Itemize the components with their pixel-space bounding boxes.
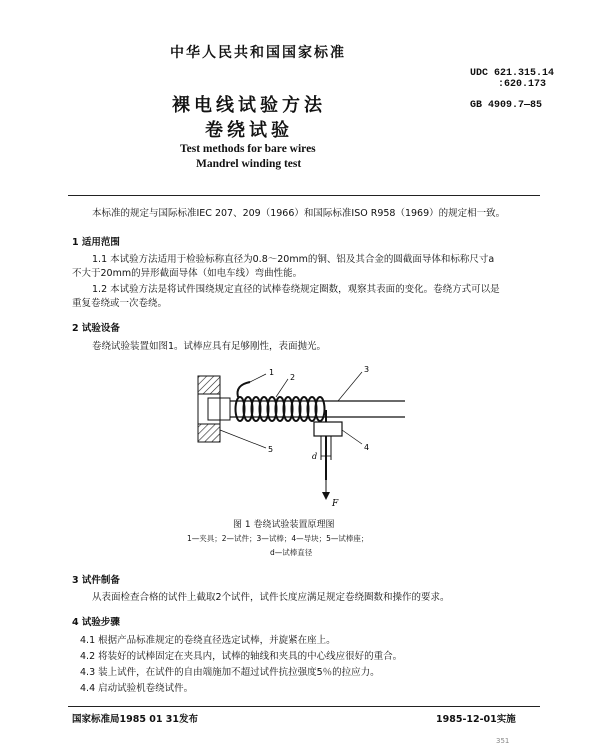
intro-paragraph: 本标准的规定与国际标准IEC 207、209（1966）和国际标准ISO R958（1969）的规定相一致。	[92, 208, 506, 219]
title-cn-line2: 卷绕试验	[205, 120, 293, 141]
section-2-heading: 2 试验设备	[72, 323, 120, 334]
section-1-1-line1: 1.1 本试验方法适用于检验标称直径为0.8～20mm的铜、铝及其合金的圆截面导体和标称尺寸a	[92, 254, 495, 265]
footer-divider	[68, 706, 540, 707]
gb-number: GB 4909.7—85	[470, 100, 543, 111]
section-1-2-line1: 1.2 本试验方法是将试件围绕规定直径的试棒卷绕规定圈数，观察其表面的变化。卷绕方式可以是	[92, 284, 500, 295]
figure-label-F: F	[332, 499, 339, 509]
wire-start	[238, 382, 251, 397]
figure-label-4: 4	[364, 443, 370, 452]
title-cn-line1: 裸电线试验方法	[172, 95, 326, 116]
section-4-step-2: 4.2 将装好的试棒固定在夹具内，试棒的轴线和夹具的中心线应很好的重合。	[80, 651, 403, 662]
figure-caption: 图 1 卷绕试验装置原理图	[233, 520, 335, 530]
section-3-paragraph: 从表面检查合格的试件上截取2个试件，试件长度应满足规定卷绕圈数和操作的要求。	[92, 592, 450, 603]
section-1-1-line2: 不大于20mm的异形截面导体（如电车线）弯曲性能。	[72, 268, 303, 279]
title-en-line2: Mandrel winding test	[196, 158, 302, 170]
issue-date: 国家标准局1985 01 31发布	[72, 714, 198, 725]
figure-legend-line1: 1—夹具；2—试件；3—试棒；4—导块；5—试棒座；	[187, 534, 369, 543]
section-4-step-3: 4.3 装上试件，在试件的自由端施加不超过试件抗拉强度5％的拉应力。	[80, 667, 380, 678]
standard-org-title: 中华人民共和国国家标准	[170, 45, 346, 61]
section-2-paragraph: 卷绕试验装置如图1。试棒应具有足够刚性，表面抛光。	[92, 341, 327, 352]
figure-label-1: 1	[269, 368, 275, 377]
section-4-step-1: 4.1 根据产品标准规定的卷绕直径选定试棒，并旋紧在座上。	[80, 635, 336, 646]
section-1-heading: 1 适用范围	[72, 237, 120, 248]
figure-label-2: 2	[290, 373, 296, 382]
figure-label-d: d	[312, 452, 318, 461]
force-arrow	[322, 492, 330, 500]
page-number: 351	[496, 737, 510, 745]
implementation-date: 1985-12-01实施	[436, 714, 516, 725]
udc-code-line1: UDC 621.315.14	[470, 68, 555, 79]
figure-label-3: 3	[364, 365, 370, 374]
figure-label-5: 5	[268, 445, 274, 454]
section-1-2-line2: 重复卷绕或一次卷绕。	[72, 298, 168, 309]
udc-code-line2: :620.173	[498, 79, 547, 90]
section-4-step-4: 4.4 启动试验机卷绕试件。	[80, 683, 194, 694]
title-en-line1: Test methods for bare wires	[180, 143, 316, 155]
figure-legend-line2: d—试棒直径	[270, 548, 313, 557]
winding-apparatus-figure	[180, 360, 410, 510]
header-divider	[68, 195, 540, 196]
guide-block	[314, 422, 342, 436]
section-4-heading: 4 试验步骤	[72, 617, 120, 628]
section-3-heading: 3 试件制备	[72, 575, 120, 586]
